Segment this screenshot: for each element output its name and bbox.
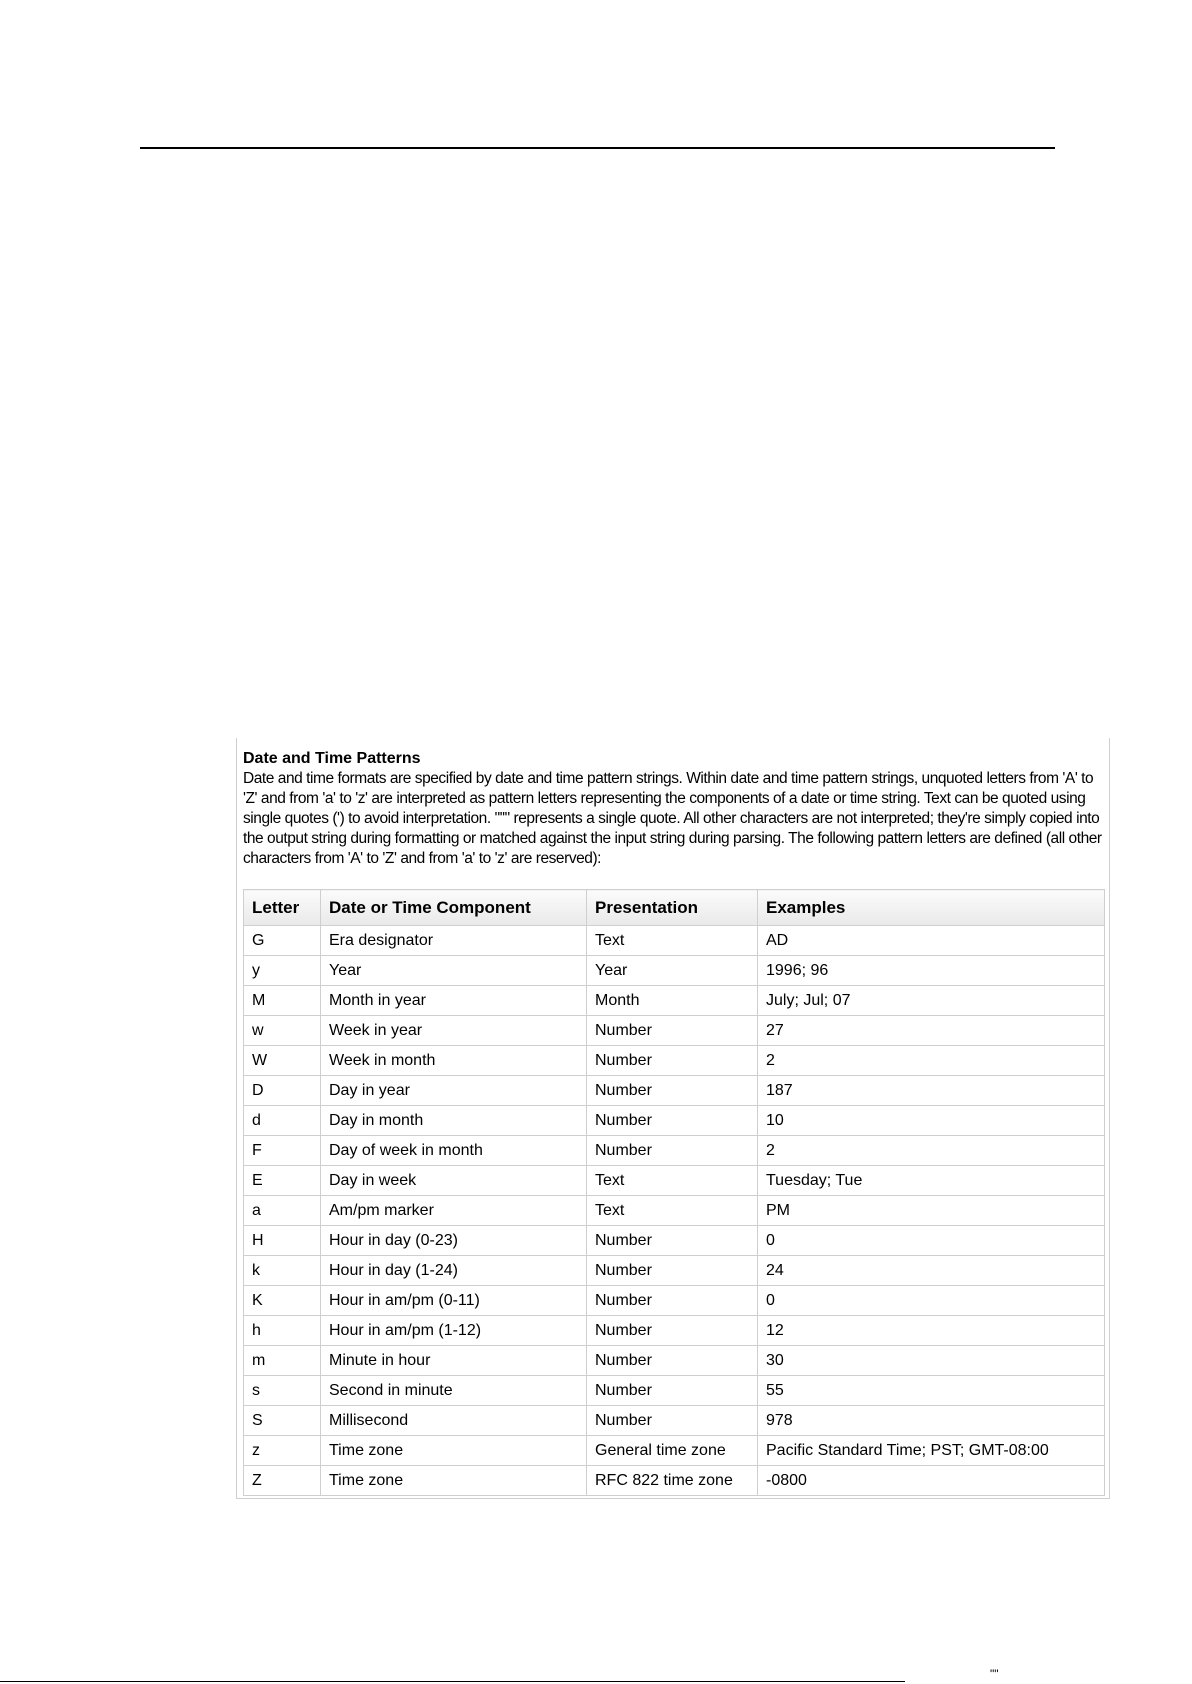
cell-letter: G — [244, 926, 321, 956]
cell-letter: w — [244, 1016, 321, 1046]
cell-component: Hour in am/pm (1-12) — [321, 1316, 587, 1346]
cell-presentation: RFC 822 time zone — [587, 1466, 758, 1496]
cell-presentation: Text — [587, 1196, 758, 1226]
table-row — [244, 1166, 1105, 1196]
column-header-presentation: Presentation — [587, 890, 758, 926]
table-row — [244, 1136, 1105, 1166]
table-row — [244, 1466, 1105, 1496]
cell-examples: Pacific Standard Time; PST; GMT-08:00 — [758, 1436, 1105, 1466]
cell-component: Hour in day (0-23) — [321, 1226, 587, 1256]
cell-letter: z — [244, 1436, 321, 1466]
cell-presentation: Number — [587, 1136, 758, 1166]
cell-letter: a — [244, 1196, 321, 1226]
cell-letter: E — [244, 1166, 321, 1196]
cell-component: Millisecond — [321, 1406, 587, 1436]
cell-letter: d — [244, 1106, 321, 1136]
cell-examples: 1996; 96 — [758, 956, 1105, 986]
cell-component: Day in month — [321, 1106, 587, 1136]
table-row — [244, 1406, 1105, 1436]
cell-letter: m — [244, 1346, 321, 1376]
cell-examples: -0800 — [758, 1466, 1105, 1496]
table-row — [244, 1436, 1105, 1466]
cell-letter: S — [244, 1406, 321, 1436]
cell-letter: y — [244, 956, 321, 986]
table-row — [244, 926, 1105, 956]
cell-component: Day of week in month — [321, 1136, 587, 1166]
footer-mark: "" — [990, 1667, 999, 1681]
footer-rule — [0, 1681, 905, 1682]
cell-examples: Tuesday; Tue — [758, 1166, 1105, 1196]
cell-presentation: Number — [587, 1046, 758, 1076]
cell-component: Hour in day (1-24) — [321, 1256, 587, 1286]
cell-examples: AD — [758, 926, 1105, 956]
table-row — [244, 1286, 1105, 1316]
cell-letter: k — [244, 1256, 321, 1286]
table-row — [244, 1106, 1105, 1136]
table-row — [244, 956, 1105, 986]
pattern-table — [243, 889, 1105, 1496]
cell-examples: 30 — [758, 1346, 1105, 1376]
cell-presentation: Number — [587, 1016, 758, 1046]
cell-examples: 2 — [758, 1136, 1105, 1166]
cell-presentation: Number — [587, 1316, 758, 1346]
cell-presentation: General time zone — [587, 1436, 758, 1466]
cell-component: Month in year — [321, 986, 587, 1016]
cell-component: Era designator — [321, 926, 587, 956]
cell-component: Time zone — [321, 1436, 587, 1466]
cell-examples: 0 — [758, 1226, 1105, 1256]
cell-component: Minute in hour — [321, 1346, 587, 1376]
cell-component: Year — [321, 956, 587, 986]
column-header-letter: Letter — [244, 890, 321, 926]
cell-presentation: Number — [587, 1226, 758, 1256]
cell-presentation: Number — [587, 1106, 758, 1136]
cell-presentation: Text — [587, 1166, 758, 1196]
table-row — [244, 1256, 1105, 1286]
cell-presentation: Year — [587, 956, 758, 986]
cell-component: Day in week — [321, 1166, 587, 1196]
cell-examples: July; Jul; 07 — [758, 986, 1105, 1016]
cell-letter: W — [244, 1046, 321, 1076]
cell-examples: 27 — [758, 1016, 1105, 1046]
table-row — [244, 1316, 1105, 1346]
panel-description: Date and time formats are specified by date and time pattern strings. Within date and time pattern strings, unquoted letters from 'A' to 'Z' and from 'a' to 'z' are interpreted as pattern letters representing the components of a date or time string. Text can be quoted using single quotes (') to avoid interpretation. "''" represents a single quote. All other characters are not interpreted; they're simply copied into the output string during formatting or matched against the input string during parsing. The following pattern letters are defined (all other characters from 'A' to 'Z' and from 'a' to 'z' are reserved): — [243, 770, 1102, 867]
cell-letter: K — [244, 1286, 321, 1316]
cell-examples: 0 — [758, 1286, 1105, 1316]
cell-component: Time zone — [321, 1466, 587, 1496]
cell-examples: 10 — [758, 1106, 1105, 1136]
table-row — [244, 1016, 1105, 1046]
panel-title: Date and Time Patterns — [243, 750, 421, 767]
table-row — [244, 1196, 1105, 1226]
table-row — [244, 1046, 1105, 1076]
cell-presentation: Number — [587, 1256, 758, 1286]
table-row — [244, 1346, 1105, 1376]
cell-presentation: Text — [587, 926, 758, 956]
cell-letter: Z — [244, 1466, 321, 1496]
cell-letter: F — [244, 1136, 321, 1166]
cell-letter: D — [244, 1076, 321, 1106]
cell-component: Am/pm marker — [321, 1196, 587, 1226]
table-header-row — [244, 890, 1105, 926]
cell-letter: M — [244, 986, 321, 1016]
cell-component: Hour in am/pm (0-11) — [321, 1286, 587, 1316]
table-row — [244, 1226, 1105, 1256]
date-time-patterns-panel — [236, 738, 1110, 1499]
cell-presentation: Number — [587, 1286, 758, 1316]
cell-letter: s — [244, 1376, 321, 1406]
column-header-component: Date or Time Component — [321, 890, 587, 926]
cell-letter: H — [244, 1226, 321, 1256]
table-row — [244, 1076, 1105, 1106]
cell-examples: 55 — [758, 1376, 1105, 1406]
cell-presentation: Number — [587, 1076, 758, 1106]
column-header-examples: Examples — [758, 890, 1105, 926]
cell-component: Week in year — [321, 1016, 587, 1046]
cell-presentation: Month — [587, 986, 758, 1016]
cell-examples: 2 — [758, 1046, 1105, 1076]
cell-letter: h — [244, 1316, 321, 1346]
table-body — [244, 926, 1105, 1496]
cell-examples: 978 — [758, 1406, 1105, 1436]
header-rule — [140, 147, 1055, 149]
table-row — [244, 1376, 1105, 1406]
cell-examples: 24 — [758, 1256, 1105, 1286]
cell-presentation: Number — [587, 1376, 758, 1406]
table-row — [244, 986, 1105, 1016]
cell-examples: 12 — [758, 1316, 1105, 1346]
cell-component: Second in minute — [321, 1376, 587, 1406]
cell-component: Day in year — [321, 1076, 587, 1106]
cell-presentation: Number — [587, 1406, 758, 1436]
cell-examples: PM — [758, 1196, 1105, 1226]
cell-presentation: Number — [587, 1346, 758, 1376]
cell-examples: 187 — [758, 1076, 1105, 1106]
cell-component: Week in month — [321, 1046, 587, 1076]
